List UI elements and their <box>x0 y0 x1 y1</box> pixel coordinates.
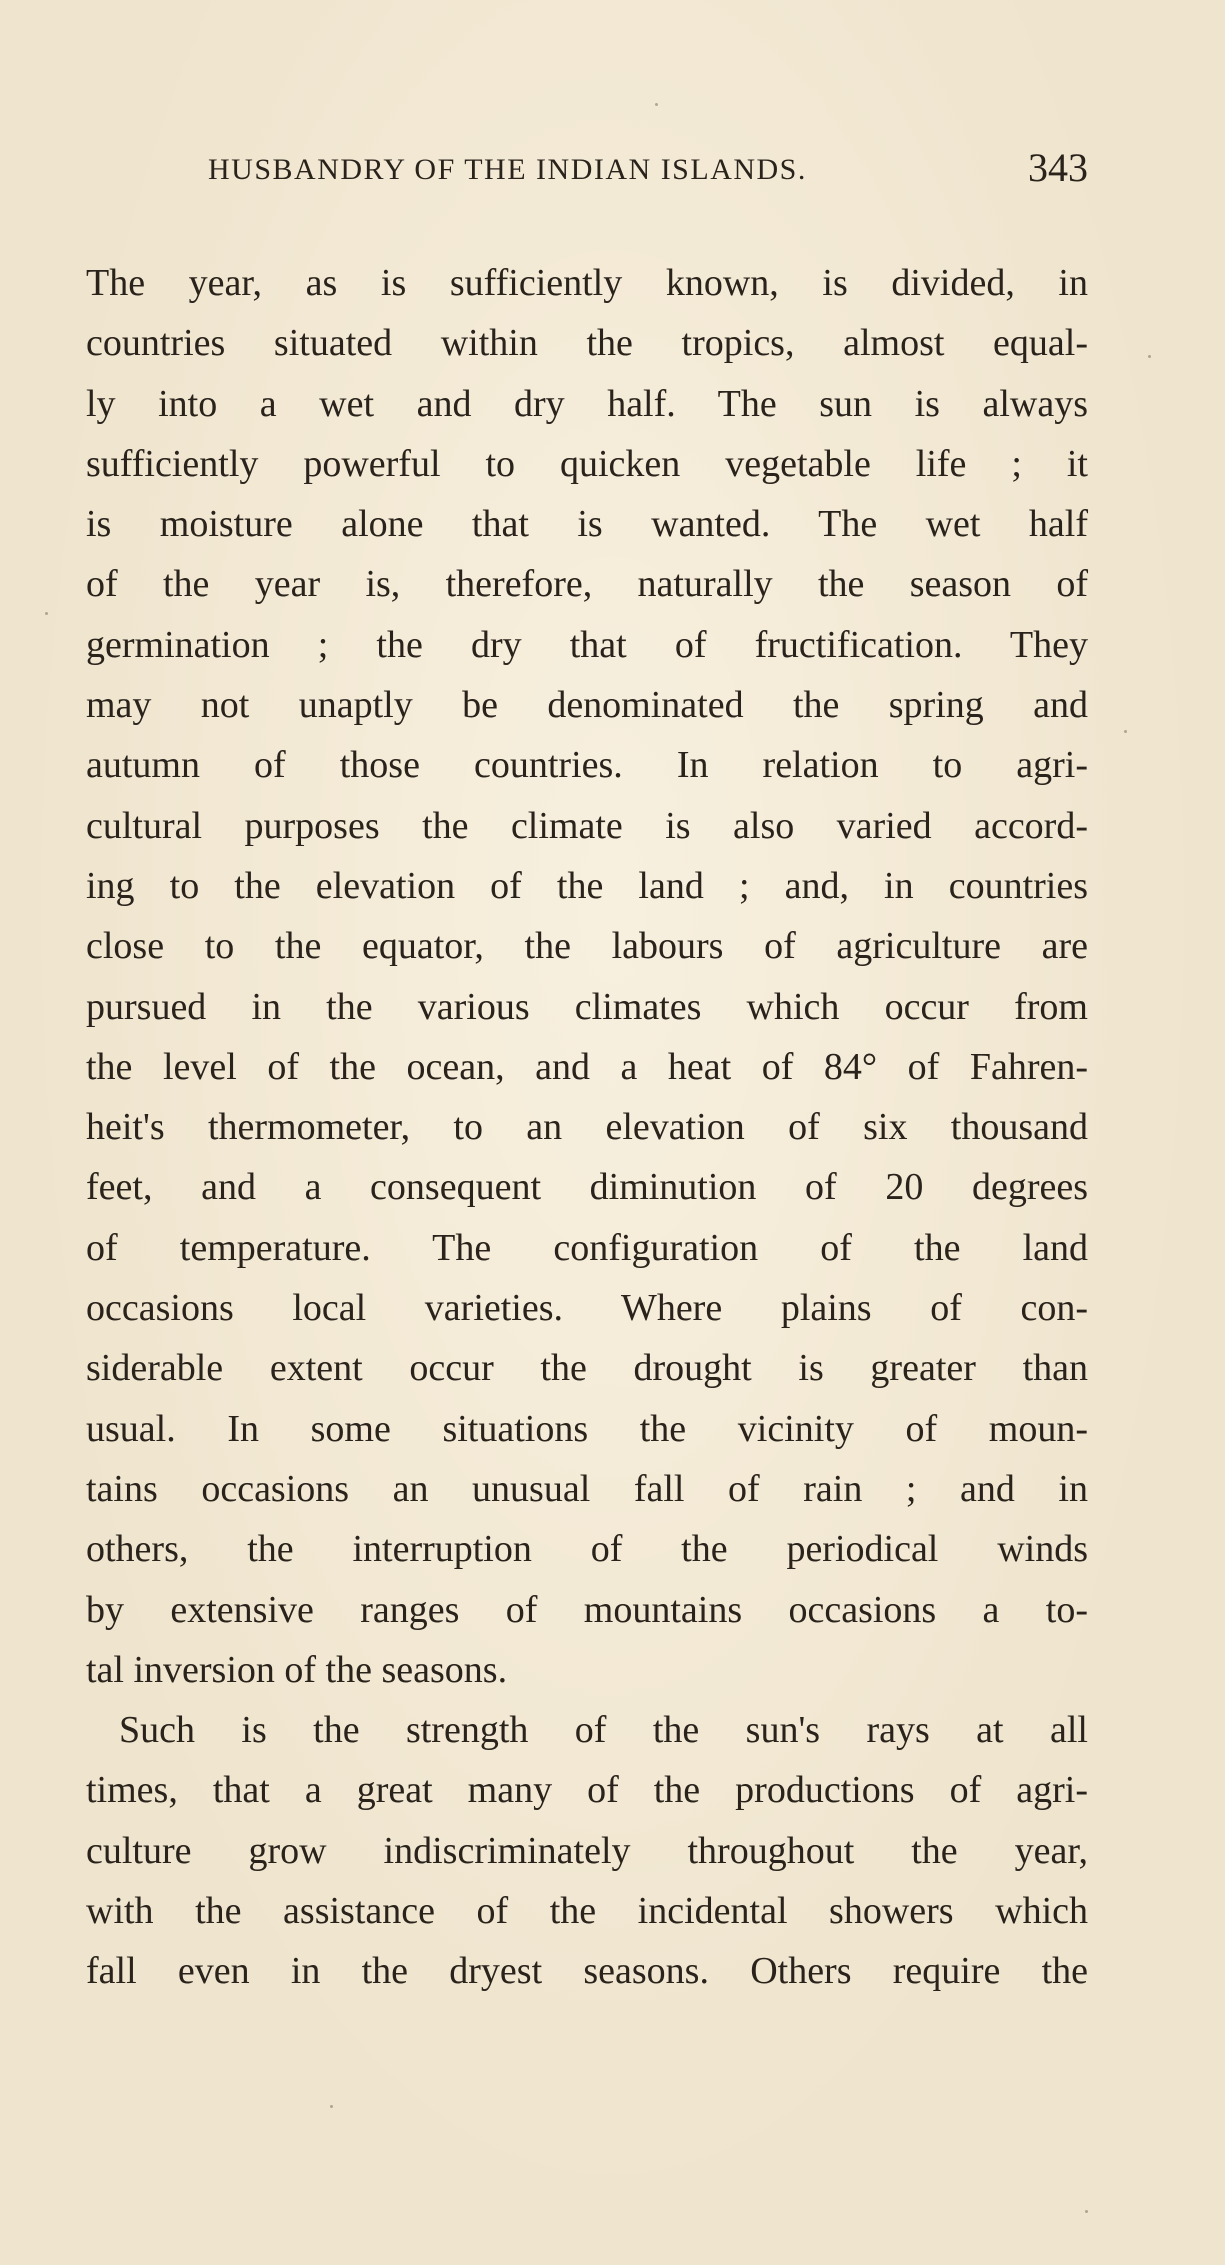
text-line: occasions local varieties. Where plains of con- <box>86 1287 1088 1330</box>
text-line: Such is the strength of the sun's rays at all <box>119 1709 1088 1752</box>
text-line: times, that a great many of the productions of agri- <box>86 1769 1088 1812</box>
text-line: pursued in the various climates which occur from <box>86 985 1088 1028</box>
text-line: tains occasions an unusual fall of rain ; and in <box>86 1467 1088 1510</box>
text-line: the level of the ocean, and a heat of 84° of Fahren- <box>86 1045 1088 1088</box>
paper-speck <box>45 612 48 615</box>
paragraph-1 <box>86 253 1088 1700</box>
paper-speck <box>655 103 658 106</box>
body-text <box>86 253 1088 2002</box>
text-line: by extensive ranges of mountains occasions a to- <box>86 1588 1088 1631</box>
text-line: usual. In some situations the vicinity of moun- <box>86 1407 1088 1450</box>
text-line: may not unaptly be denominated the spring and <box>86 684 1088 727</box>
text-line: siderable extent occur the drought is greater than <box>86 1347 1088 1390</box>
text-line: others, the interruption of the periodical winds <box>86 1528 1088 1571</box>
text-line: autumn of those countries. In relation to agri- <box>86 744 1088 787</box>
text-line: feet, and a consequent diminution of 20 degrees <box>86 1166 1088 1209</box>
text-line: culture grow indiscriminately throughout the year, <box>86 1829 1088 1872</box>
text-line: with the assistance of the incidental showers which <box>86 1890 1088 1933</box>
paper-speck <box>330 2105 333 2108</box>
text-line: countries situated within the tropics, almost equal- <box>86 322 1088 365</box>
text-line: fall even in the dryest seasons. Others require the <box>86 1950 1088 1993</box>
page-number: 343 <box>1028 145 1088 190</box>
text-line: ly into a wet and dry half. The sun is always <box>86 382 1088 425</box>
text-line: cultural purposes the climate is also varied accord- <box>86 804 1088 847</box>
running-title: HUSBANDRY OF THE INDIAN ISLANDS. <box>208 153 807 186</box>
text-line: is moisture alone that is wanted. The wet half <box>86 503 1088 546</box>
text-line: The year, as is sufficiently known, is divided, in <box>86 262 1088 304</box>
running-head <box>208 145 1088 190</box>
text-line: sufficiently powerful to quicken vegetable life ; it <box>86 442 1088 485</box>
paper-speck <box>1124 730 1127 733</box>
text-line: of temperature. The configuration of the land <box>86 1226 1088 1269</box>
text-line: of the year is, therefore, naturally the season of <box>86 563 1088 606</box>
paragraph-2 <box>86 1700 1088 2001</box>
text-line: ing to the elevation of the land ; and, in countries <box>86 864 1088 907</box>
text-line: close to the equator, the labours of agriculture are <box>86 925 1088 968</box>
text-line: germination ; the dry that of fructification. They <box>86 623 1088 666</box>
paper-speck <box>1148 355 1151 358</box>
text-line: tal inversion of the seasons. <box>86 1648 508 1691</box>
paper-speck <box>1085 2210 1088 2213</box>
text-line: heit's thermometer, to an elevation of six thousand <box>86 1106 1088 1149</box>
